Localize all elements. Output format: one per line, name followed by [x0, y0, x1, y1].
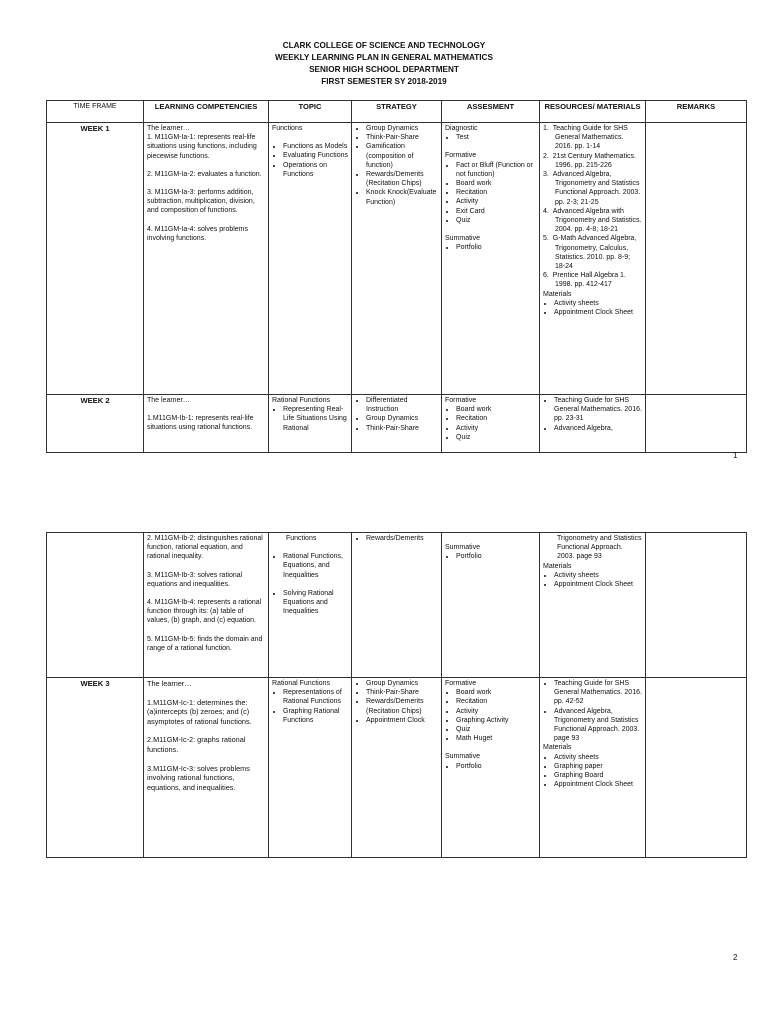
week2-competencies	[144, 395, 269, 453]
week3-topic	[269, 678, 352, 858]
strategy-item: • Think-Pair-Share	[366, 133, 438, 142]
assessment-item: • Portfolio	[456, 243, 536, 252]
department: SENIOR HIGH SCHOOL DEPARTMENT	[309, 65, 459, 74]
assessment-item: • Portfolio	[456, 762, 536, 771]
summative-label: Summative	[445, 235, 481, 243]
week2-cont-competencies	[144, 533, 269, 678]
material-item: • Activity sheets	[554, 753, 642, 762]
assessment-item: • Portfolio	[456, 552, 536, 561]
assessment-item: • Quiz	[456, 433, 536, 442]
header-row	[47, 101, 747, 123]
week2-remarks	[646, 395, 747, 453]
topic-item: • Operations on Functions	[283, 161, 348, 179]
competency: 2.M11GM-Ic-2: graphs rational functions.	[147, 735, 246, 754]
assessment-item: • Activity	[456, 424, 536, 433]
material-item: • Graphing Board	[554, 771, 642, 780]
resource-item: 4. Advanced Algebra with Trigonometry and Statistics. 2004. pp. 4-8; 18-21	[543, 207, 642, 234]
topic-title: Rational Functions	[272, 397, 330, 404]
assessment-item: • Graphing Activity	[456, 716, 536, 725]
page-number: 2	[733, 953, 738, 962]
material-item: • Appointment Clock Sheet	[554, 308, 642, 317]
strategy-item: • Gamification (composition of function)	[366, 142, 438, 170]
material-item: • Graphing paper	[554, 762, 642, 771]
week1-assessment	[442, 123, 540, 395]
materials-label: Materials	[543, 744, 572, 752]
competency: 2. M11GM-Ia-2: evaluates a function.	[147, 170, 262, 178]
plan-title: WEEKLY LEARNING PLAN IN GENERAL MATHEMATICS	[275, 53, 493, 62]
assessment-item: • Exit Card	[456, 207, 536, 216]
resource-item: 5. G-Math Advanced Algebra, Trigonometry, Calculus, Statistics. 2010. pp. 8-9; 18-24	[543, 235, 637, 271]
summative-label: Summative	[445, 544, 481, 551]
strategy-item: • Knock Knock(Evaluate Function)	[366, 188, 438, 206]
strategy-item: • Appointment Clock	[366, 716, 438, 725]
week1-remarks	[646, 123, 747, 395]
resource-item: • Teaching Guide for SHS General Mathematics. 2016. pp. 42-52	[554, 679, 642, 707]
school-name: CLARK COLLEGE OF SCIENCE AND TECHNOLOGY	[282, 41, 486, 50]
topic-item: • Graphing Rational Functions	[283, 707, 348, 725]
assessment-item: • Quiz	[456, 725, 536, 734]
week3-remarks	[646, 678, 747, 858]
document-header	[0, 40, 768, 88]
week2-cont-resources	[540, 533, 646, 678]
week2-label: WEEK 2	[47, 395, 144, 453]
materials-label: Materials	[543, 562, 572, 570]
competency: 2. M11GM-Ib-2: distinguishes rational function, rational equation, and rational inequality.	[147, 535, 263, 561]
resource-continued: Trigonometry and Statistics Functional Approach. 2003. page 93	[557, 535, 642, 561]
formative-label: Formative	[445, 680, 477, 687]
competency: The learner…	[147, 125, 190, 132]
col-assessment: ASSESMENT	[442, 101, 540, 123]
week2-cont-time	[47, 533, 144, 678]
week1-strategy	[352, 123, 442, 395]
week2-row	[47, 395, 747, 453]
col-topic: TOPIC	[269, 101, 352, 123]
col-remarks: REMARKS	[646, 101, 747, 123]
assessment-item: • Math Huget	[456, 734, 536, 743]
strategy-item: • Group Dynamics	[366, 414, 438, 423]
learning-plan-table-page2	[46, 532, 747, 858]
week3-resources	[540, 678, 646, 858]
assessment-item: • Board work	[456, 405, 536, 414]
assessment-item: • Fact or Bluff (Function or not function)	[456, 161, 536, 179]
competency: 1.M11GM-Ib-1: represents real-life situations using rational functions.	[147, 415, 254, 432]
col-resources: RESOURCES/ MATERIALS	[540, 101, 646, 123]
resource-item: • Advanced Algebra, Trigonometry and Statistics Functional Approach. 2003. page 93	[554, 707, 642, 744]
week3-label: WEEK 3	[47, 678, 144, 858]
week3-assessment	[442, 678, 540, 858]
week1-label: WEEK 1	[47, 123, 144, 395]
week2-resources	[540, 395, 646, 453]
week3-row	[47, 678, 747, 858]
resource-item: • Advanced Algebra,	[554, 424, 642, 433]
topic-title: Functions	[272, 125, 303, 132]
topic-item: • Functions as Models	[283, 142, 348, 151]
col-strategy: STRATEGY	[352, 101, 442, 123]
topic-title: Rational Functions	[272, 680, 330, 687]
material-item: • Appointment Clock Sheet	[554, 580, 642, 589]
material-item: • Activity sheets	[554, 571, 642, 580]
formative-label: Formative	[445, 397, 477, 404]
week1-topic	[269, 123, 352, 395]
assessment-item: • Activity	[456, 707, 536, 716]
summative-label: Summative	[445, 753, 481, 761]
assessment-item: • Board work	[456, 688, 536, 697]
strategy-item: • Think-Pair-Share	[366, 424, 438, 433]
resource-item: 6. Prentice Hall Algebra 1. 1998. pp. 412-417	[543, 272, 626, 289]
week2-continued-row	[47, 533, 747, 678]
week2-topic	[269, 395, 352, 453]
formative-label: Formative	[445, 152, 477, 160]
week1-row	[47, 123, 747, 395]
week2-cont-topic	[269, 533, 352, 678]
assessment-item: • Board work	[456, 179, 536, 188]
resource-item: 3. Advanced Algebra, Trigonometry and Statistics Functional Approach. 2003. pp. 2-3; 21-25	[543, 171, 641, 206]
semester: FIRST SEMESTER SY 2018-2019	[321, 77, 447, 86]
assessment-item: • Quiz	[456, 216, 536, 225]
week1-competencies	[144, 123, 269, 395]
assessment-item: • Recitation	[456, 414, 536, 423]
topic-continued: Functions	[286, 535, 317, 542]
competency: 3. M11GM-Ia-3: performs addition, subtraction, multiplication, division, and composition of functions.	[147, 189, 255, 215]
competency: 4. M11GM-Ia-4: solves problems involving functions.	[147, 225, 249, 242]
resource-item: • Teaching Guide for SHS General Mathematics. 2016. pp. 23-31	[554, 396, 642, 424]
competency: 3. M11GM-Ib-3: solves rational equations and inequalities.	[147, 571, 243, 588]
topic-item: • Rational Functions, Equations, and Inequalities	[283, 552, 348, 580]
assessment-item: • Test	[456, 133, 536, 142]
resource-item: 2. 21st Century Mathematics. 1996. pp. 215-226	[543, 152, 636, 169]
strategy-item: • Group Dynamics	[366, 124, 438, 133]
strategy-item: • Rewards/Demerits (Recitation Chips)	[366, 697, 438, 715]
week2-cont-strategy	[352, 533, 442, 678]
strategy-item: • Think-Pair-Share	[366, 688, 438, 697]
week2-strategy	[352, 395, 442, 453]
competency: 1. M11GM-Ia-1: represents real-life situations using functions, including piecewise functions.	[147, 134, 257, 160]
competency: The learner…	[147, 397, 190, 404]
competency: 1.M11GM-Ic-1: determines the: (a)intercepts (b) zeroes; and (c) asymptotes of rational functions.	[147, 697, 252, 726]
strategy-item: • Rewards/Demerits (Recitation Chips)	[366, 170, 438, 188]
resource-item: 1. Teaching Guide for SHS General Mathematics. 2016. pp. 1-14	[543, 125, 628, 151]
week3-competencies	[144, 678, 269, 858]
week2-cont-assessment	[442, 533, 540, 678]
competency: 4. M11GM-Ib-4: represents a rational function through its: (a) table of values, (b) graph, and (c) equation.	[147, 599, 262, 625]
page-number: 1	[733, 451, 738, 460]
material-item: • Activity sheets	[554, 299, 642, 308]
competency: The learner…	[147, 679, 192, 688]
week2-cont-remarks	[646, 533, 747, 678]
week1-resources	[540, 123, 646, 395]
competency: 5. M11GM-Ib-5: finds the domain and range of a rational function.	[147, 635, 263, 652]
col-time-frame: TIME FRAME	[47, 101, 144, 123]
topic-item: • Solving Rational Equations and Inequalities	[283, 589, 348, 617]
assessment-item: • Recitation	[456, 188, 536, 197]
topic-item: • Representing Real-Life Situations Using Rational	[283, 405, 348, 433]
material-item: • Appointment Clock Sheet	[554, 780, 642, 789]
topic-item: • Representations of Rational Functions	[283, 688, 348, 706]
materials-label: Materials	[543, 290, 572, 298]
week2-assessment	[442, 395, 540, 453]
col-learning-competencies: LEARNING COMPETENCIES	[144, 101, 269, 123]
competency: 3.M11GM-Ic-3: solves problems involving rational functions, equations, and inequalities.	[147, 763, 250, 792]
diagnostic-label: Diagnostic	[445, 125, 478, 132]
learning-plan-table-page1	[46, 100, 747, 453]
strategy-item: • Differentiated Instruction	[366, 396, 438, 414]
strategy-item: • Rewards/Demerits	[366, 534, 438, 543]
week3-strategy	[352, 678, 442, 858]
assessment-item: • Activity	[456, 197, 536, 206]
topic-item: • Evaluating Functions	[283, 151, 348, 160]
strategy-item: • Group Dynamics	[366, 679, 438, 688]
assessment-item: • Recitation	[456, 697, 536, 706]
